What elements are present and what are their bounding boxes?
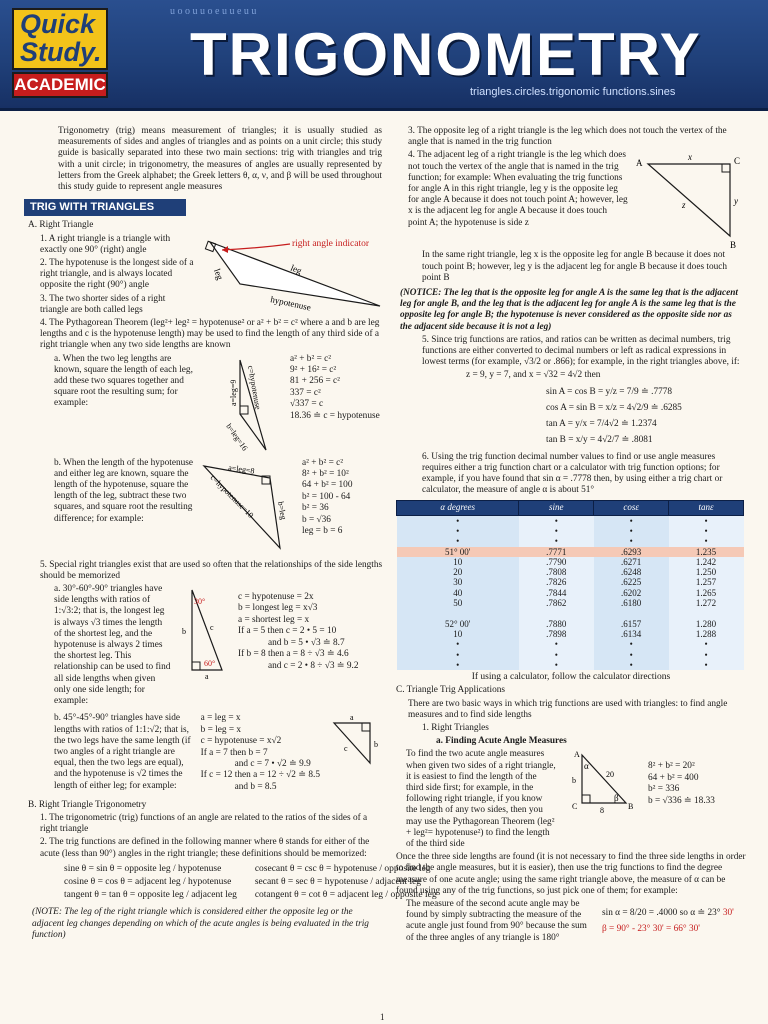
table-row bbox=[397, 547, 744, 557]
table-row bbox=[397, 557, 744, 567]
eq-tan-a: tan A = y/x = 7/4√2 ≐ 1.2374 bbox=[546, 418, 657, 429]
table-cell: 1.242 bbox=[669, 557, 744, 567]
tri-c1a-side-b: b bbox=[572, 776, 576, 786]
table-row bbox=[397, 650, 744, 660]
example-a5b bbox=[28, 713, 386, 793]
table-cell: 1.235 bbox=[669, 547, 744, 557]
eq-line: 81 + 256 = c² bbox=[290, 376, 340, 387]
calculator-note: If using a calculator, follow the calculator directions bbox=[471, 672, 671, 683]
item-a2: 2. The hypotenuse is the longest side of a right triangle, and is always located opposite the right (90°) angle bbox=[40, 258, 194, 291]
table-cell: 1.288 bbox=[669, 629, 744, 639]
table-row bbox=[397, 660, 744, 670]
note-b: (NOTE: The leg of the right triangle which is considered either the opposite leg or the adjacent leg changes depending on which of the acute angles is being evaluated in the trig function) bbox=[32, 907, 369, 940]
table-cell: .6202 bbox=[594, 588, 669, 598]
tri-30-a: a bbox=[205, 672, 209, 682]
item-a3: 3. The two shorter sides of a right triangle are both called legs bbox=[40, 293, 166, 315]
table-cell: .7826 bbox=[519, 577, 594, 587]
eq-beta-text: β = 90° - 23° bbox=[602, 923, 651, 934]
item-a4a-text: a. When the two leg lengths are known, square the length of each leg, add these two squares together and square root the resulting sum; for example: bbox=[54, 353, 193, 409]
header-tagline: triangles.circles.trigonomic functions.sines bbox=[470, 86, 676, 98]
eq-line: 9² + 16² = c² bbox=[290, 365, 337, 376]
item-a1: 1. A right triangle is a triangle with exactly one 90° (right) angle bbox=[40, 233, 171, 255]
table-cell: 10 bbox=[397, 629, 519, 639]
eqs-a4a bbox=[286, 354, 380, 454]
table-cell: 1.250 bbox=[669, 567, 744, 577]
tri-a4a-a: a=leg=9 bbox=[229, 379, 238, 406]
tri-c1a-c: C bbox=[572, 802, 578, 812]
section-c-intro: There are two basic ways in which trig functions are used with triangles: to find angle measures and to find side lengths bbox=[408, 698, 728, 720]
intro-paragraph: Trigonometry (trig) means measurement of triangles; it is usually studied as measurements of sides and angles of triangles and as points on a unit circle; this study guide is basically separated into these two main sections: trig with triangles and trig with a unit circle; in trigonometry, the measures of angles are usually represented by letters from the Greek alphabet; the Greek letters θ, α, ν, and β will be used throughout this study guide to represent angle measures bbox=[58, 126, 382, 193]
item-c1a: a. Finding Acute Angle Measures bbox=[436, 736, 567, 747]
def-tangent: tangent θ = tan θ = opposite leg / adjacent leg bbox=[64, 890, 237, 901]
fig-hypotenuse-label: hypotenuse bbox=[269, 293, 312, 313]
example-a4a bbox=[28, 354, 386, 454]
tri-a4b-a: a=leg=8 bbox=[227, 462, 256, 476]
tri-vertex-a: A bbox=[636, 158, 643, 169]
table-cell bbox=[594, 608, 669, 618]
right-triangle-intro bbox=[28, 234, 386, 318]
eq-line: b² = 336 bbox=[648, 784, 680, 795]
header-banner bbox=[0, 0, 768, 111]
tri-c1a-b: B bbox=[628, 802, 634, 812]
tri-side-y: y bbox=[734, 196, 738, 207]
eq-beta bbox=[602, 921, 734, 937]
table-cell: 1.280 bbox=[669, 619, 744, 629]
item-a4-pythagorean: 4. The Pythagorean Theorem (leg²+ leg² = hypotenuse² or a² + b² = c² where a and b are leg lengths and c is the hypotenuse length) may be used to find the length of any third side of a right triangle when any two side lengths are known bbox=[40, 318, 380, 351]
table-cell: 52° 00' bbox=[397, 619, 519, 629]
table-header-tangent: tanε bbox=[669, 501, 744, 515]
right-angle-indicator-label: right angle indicator bbox=[292, 238, 370, 249]
eq-line: 18.36 ≐ c = hypotenuse bbox=[290, 410, 380, 421]
triangle-a4a bbox=[200, 354, 280, 454]
tri-a4a-c: c=hypotenuse bbox=[246, 364, 263, 410]
section-a-title: A. Right Triangle bbox=[28, 220, 94, 231]
eq-line: If b = 8 then a = 8 ÷ √3 ≐ 4.6 bbox=[238, 649, 349, 660]
eq-line: c = hypotenuse = 2x bbox=[238, 592, 314, 603]
triangle-45-45-90 bbox=[326, 713, 386, 773]
page-number: 1 bbox=[380, 1012, 385, 1022]
eq-line: a = shortest leg = x bbox=[238, 614, 310, 625]
table-cell: .6157 bbox=[594, 619, 669, 629]
eqs-alpha-beta bbox=[602, 899, 734, 946]
eq-sin-alpha bbox=[602, 905, 734, 921]
item-a5-special: 5. Special right triangles exist that are used so often that the relationships of the side lengths should be memorized bbox=[40, 559, 383, 581]
eq-line: and b = 5 • √3 ≐ 8.7 bbox=[268, 637, 345, 648]
eq-sin-a: sin A = cos B = y/z = 7/9 ≐ .7778 bbox=[546, 386, 673, 397]
item-b2: 2. The trig functions are defined in the following manner where θ stands for either of the acute (less than 90°) angles in the right triangle; these definitions should be memorized: bbox=[40, 837, 370, 859]
table-cell: .7880 bbox=[519, 619, 594, 629]
eq-line: 8² + b² = 10² bbox=[302, 469, 349, 480]
item-r4-adjacent-leg: 4. The adjacent leg of a right triangle is the leg which does not touch the vertex of the angle that is named in the trig function; for example: When evaluating the trig functions for angle A in this right triangle, leg y is the opposite leg for angle A because it does not touch point A; however, leg x is the adjacent leg for angle A because it does touch point A; the hypotenuse is side z bbox=[408, 150, 628, 228]
eq-cos-a: cos A = sin B = x/z = 4√2/9 ≐ .6285 bbox=[546, 402, 682, 413]
eq-beta-minutes-2: 30' bbox=[688, 923, 700, 934]
table-cell: • bbox=[594, 660, 669, 670]
table-cell: 1.272 bbox=[669, 598, 744, 608]
item-a4b-text: b. When the length of the hypotenuse and either leg are known, square the length of the hypotenuse, square the length of the leg, subtract these two squares, and square root the resulting difference; for example: bbox=[54, 457, 193, 524]
table-cell: • bbox=[669, 650, 744, 660]
example-a4b bbox=[28, 458, 386, 554]
trig-definitions bbox=[28, 863, 437, 902]
table-cell: .7898 bbox=[519, 629, 594, 639]
table-cell: 51° 00' bbox=[397, 547, 519, 557]
table-cell: .6134 bbox=[594, 629, 669, 639]
eq-line: b = longest leg = x√3 bbox=[238, 603, 318, 614]
def-cosecant: cosecant θ = csc θ = hypotenuse / opposite leg bbox=[254, 863, 431, 874]
tri-45-b: b bbox=[374, 740, 378, 750]
logo-line-study: Study. bbox=[20, 37, 102, 67]
table-cell: • bbox=[397, 660, 519, 670]
table-cell: .7808 bbox=[519, 567, 594, 577]
table-cell: • bbox=[594, 650, 669, 660]
eq-line: 64 + b² = 400 bbox=[648, 772, 699, 783]
table-cell: .7790 bbox=[519, 557, 594, 567]
tri-c1a-a: A bbox=[574, 750, 580, 760]
table-cell: • bbox=[519, 515, 594, 526]
eq-line: If c = 12 then a = 12 ÷ √2 ≐ 8.5 bbox=[200, 770, 320, 781]
eq-line: 8² + b² = 20² bbox=[648, 761, 695, 772]
left-column bbox=[28, 126, 437, 943]
table-cell: • bbox=[669, 536, 744, 546]
tri-60-angle: 60° bbox=[204, 659, 216, 669]
logo-academic: ACADEMIC bbox=[12, 72, 108, 98]
logo-line-quick: Quick bbox=[20, 9, 96, 39]
table-row bbox=[397, 598, 744, 608]
right-triangle-figure bbox=[200, 234, 386, 314]
table-cell: • bbox=[669, 526, 744, 536]
table-cell: • bbox=[594, 515, 669, 526]
eq-beta-minutes-1: 30' bbox=[652, 923, 664, 934]
table-cell: 30 bbox=[397, 577, 519, 587]
item-a5b-text: b. 45°-45°-90° triangles have side lengths with ratios of 1:1:√2; that is, the two legs have the same length (if two angles of a right triangle are equal, then the two legs are equal), and the hypotenuse is √2 times the length of either leg; for example: bbox=[54, 713, 191, 791]
table-cell: • bbox=[594, 536, 669, 546]
eq-line: 337 = c² bbox=[290, 387, 321, 398]
tri-vertex-b: B bbox=[730, 240, 737, 251]
eq-line: and c = 2 • 8 ÷ √3 ≐ 9.2 bbox=[268, 660, 359, 671]
eq-line: c = hypotenuse = x√2 bbox=[200, 736, 282, 747]
table-cell: • bbox=[669, 639, 744, 649]
table-cell: .6180 bbox=[594, 598, 669, 608]
tri-c1a-hyp: 20 bbox=[606, 770, 614, 780]
eqs-a4b bbox=[302, 458, 352, 554]
eq-line: and b = 8.5 bbox=[234, 781, 277, 792]
table-cell: 40 bbox=[397, 588, 519, 598]
tri-c1a-beta: β bbox=[614, 793, 619, 804]
table-cell: • bbox=[519, 660, 594, 670]
item-b1: 1. The trigonometric (trig) functions of an angle are related to the ratios of the sides of a right triangle bbox=[40, 812, 368, 835]
item-r6: 6. Using the trig function decimal number values to find or use angle measures requires either a trig function chart or a calculator with trig function options; for example, if you have found that sin α = .7778 then, by using either a trig chart or calculator, the measure of angle α is about 51° bbox=[422, 451, 723, 496]
item-c1a-text: To find the two acute angle measures when given two sides of a right triangle, it is easiest to find the length of the third side first; for example, in the following right triangle, if you know the length of any two sides, then you may use the Pythagorean Theorem (leg² + leg²= hypotenuse²) to find the length of the third side bbox=[406, 749, 556, 849]
table-cell: .6225 bbox=[594, 577, 669, 587]
table-cell: • bbox=[594, 526, 669, 536]
fig-leg-label-2: leg bbox=[289, 262, 304, 276]
tri-c1a-base: 8 bbox=[600, 806, 604, 816]
def-secant: secant θ = sec θ = hypotenuse / adjacent leg bbox=[254, 876, 422, 887]
table-cell: • bbox=[519, 639, 594, 649]
eq-beta-mid: = 66° bbox=[666, 923, 687, 934]
table-cell: 50 bbox=[397, 598, 519, 608]
tri-45-c: c bbox=[344, 744, 348, 754]
table-row bbox=[397, 536, 744, 546]
item-a5a-text: a. 30°-60°-90° triangles have side lengths with ratios of 1:√3:2; that is, the longest leg is always √3 times the length of the shortest leg, and the hypotenuse is always 2 times the shortest leg. This relationship can be used to find all side lengths when given only one side length; for example: bbox=[54, 584, 171, 707]
def-cosine: cosine θ = cos θ = adjacent leg / hypotenuse bbox=[64, 876, 232, 887]
fig-leg-label-1: leg bbox=[212, 266, 226, 281]
table-row bbox=[397, 608, 744, 618]
tri-30-angle: 30° bbox=[194, 597, 206, 607]
table-cell: • bbox=[397, 526, 519, 536]
eq-line: b² = 100 - 64 bbox=[302, 491, 351, 502]
table-header-degrees: α degrees bbox=[397, 501, 519, 515]
table-row bbox=[397, 588, 744, 598]
table-cell: • bbox=[519, 650, 594, 660]
eq-line: If a = 5 then c = 2 • 5 = 10 bbox=[238, 626, 337, 637]
c1a-block bbox=[396, 749, 746, 852]
triangle-a4b bbox=[200, 458, 296, 554]
table-row bbox=[397, 629, 744, 639]
table-cell: • bbox=[669, 660, 744, 670]
tri-vertex-c: C bbox=[734, 156, 741, 167]
item-r4b: In the same right triangle, leg x is the opposite leg for angle B because it does not touch point B; however, leg y is the adjacent leg for angle B because it does touch point B bbox=[422, 250, 728, 283]
triangle-abc bbox=[634, 150, 746, 250]
quickstudy-logo bbox=[12, 8, 108, 102]
tri-side-x: x bbox=[688, 152, 692, 163]
tri-a4a-b: b=leg=16 bbox=[224, 421, 250, 453]
eq-line: If a = 7 then b = 7 bbox=[200, 747, 268, 758]
eq-line: a = leg = x bbox=[200, 713, 241, 724]
table-cell: • bbox=[397, 639, 519, 649]
table-cell: 1.265 bbox=[669, 588, 744, 598]
trig-table bbox=[396, 500, 744, 670]
example-a5a bbox=[28, 584, 386, 709]
eq-sin-alpha-text: sin α = 8/20 = .4000 so α ≐ 23° bbox=[602, 907, 721, 918]
eqs-a5a bbox=[238, 584, 359, 709]
section-b-title: B. Right Triangle Trigonometry bbox=[28, 799, 147, 810]
eq-line: 64 + b² = 100 bbox=[302, 480, 353, 491]
eq-sin-alpha-minutes: 30' bbox=[722, 907, 734, 918]
tri-side-z: z bbox=[682, 200, 686, 211]
table-row bbox=[397, 619, 744, 629]
tri-c1a-alpha: α bbox=[584, 761, 589, 772]
table-header-sine: sine bbox=[519, 501, 594, 515]
eqs-c1a bbox=[648, 749, 715, 852]
item-c1: 1. Right Triangles bbox=[422, 722, 489, 733]
table-cell bbox=[669, 608, 744, 618]
item-r5: 5. Since trig functions are ratios, and ratios can be written as decimal numbers, trig functions are either converted to decimal numbers or left as radical expressions in lowest terms (for example, √3/2 or .866); for example, in the right triangles above, if: bbox=[422, 334, 740, 368]
tri-30-c: c bbox=[210, 623, 214, 633]
table-row bbox=[397, 577, 744, 587]
eq-line: and c = 7 • √2 ≐ 9.9 bbox=[234, 758, 311, 769]
table-cell: 10 bbox=[397, 557, 519, 567]
section-trig-with-triangles: TRIG WITH TRIANGLES bbox=[24, 199, 186, 216]
eq-line: b² = 36 bbox=[302, 503, 329, 514]
tri-a4b-c: c=hypotenuse=10 bbox=[208, 472, 256, 520]
eq-line: a² + b² = c² bbox=[302, 457, 344, 468]
eq-line: √337 = c bbox=[290, 399, 324, 410]
table-cell: 20 bbox=[397, 567, 519, 577]
triangle-30-60-90 bbox=[178, 584, 232, 680]
eq-line: b = √336 ≐ 18.33 bbox=[648, 795, 715, 806]
table-cell: .7844 bbox=[519, 588, 594, 598]
eq-line: b = leg = x bbox=[200, 724, 242, 735]
page-title: TRIGONOMETRY bbox=[190, 21, 702, 88]
def-sine: sine θ = sin θ = opposite leg / hypotenuse bbox=[64, 863, 222, 874]
def-cotangent: cotangent θ = cot θ = adjacent leg / opposite leg bbox=[254, 890, 437, 901]
table-row bbox=[397, 526, 744, 536]
r5-equations bbox=[396, 384, 746, 448]
table-row bbox=[397, 567, 744, 577]
tri-a4b-b: b=leg bbox=[276, 500, 289, 521]
table-cell: • bbox=[669, 515, 744, 526]
c1a-final bbox=[396, 899, 746, 946]
notice-opposite-adjacent: (NOTICE: The leg that is the opposite leg for angle A is the same leg that is the adjacent leg for angle B, and the leg that is the adjacent leg for angle A is the same leg that is the opposite leg for angle B; the hypotenuse is never considered as the opposite side nor as the adjacent side because it is not a leg) bbox=[400, 288, 738, 332]
table-cell: .7862 bbox=[519, 598, 594, 608]
table-cell bbox=[519, 608, 594, 618]
table-cell: • bbox=[397, 536, 519, 546]
table-cell: • bbox=[519, 536, 594, 546]
eq-line: a² + b² = c² bbox=[290, 353, 332, 364]
table-cell: .6293 bbox=[594, 547, 669, 557]
table-row bbox=[397, 639, 744, 649]
header-top-text: u o o u u o e u u e u u bbox=[170, 6, 257, 17]
table-cell bbox=[397, 608, 519, 618]
table-cell: • bbox=[397, 515, 519, 526]
table-header-cosine: cosε bbox=[594, 501, 669, 515]
table-cell: • bbox=[397, 650, 519, 660]
tri-30-b: b bbox=[182, 627, 186, 637]
eq-line: leg = b = 6 bbox=[302, 526, 343, 537]
table-cell: .6271 bbox=[594, 557, 669, 567]
r5-given: z = 9, y = 7, and x = √32 = 4√2 then bbox=[466, 370, 601, 381]
eq-tan-b: tan B = x/y = 4√2/7 ≐ .8081 bbox=[546, 434, 653, 445]
eq-line: b = √36 bbox=[302, 514, 331, 525]
table-cell: 1.257 bbox=[669, 577, 744, 587]
adjacent-leg-block bbox=[396, 150, 746, 250]
section-c-title: C. Triangle Trig Applications bbox=[396, 685, 506, 696]
item-r3-opposite-leg: 3. The opposite leg of a right triangle is the leg which does not touch the vertex of the angle that is named in the trig function bbox=[408, 126, 727, 148]
item-c1a-text3: The measure of the second acute angle may be found by simply subtracting the measure of the acute angle just found from 90° because the sum of the three angles of any triangle is 180° bbox=[406, 898, 587, 943]
tri-45-a: a bbox=[350, 713, 354, 723]
table-cell: • bbox=[519, 526, 594, 536]
item-c1a-text2: Once the three side lengths are found (it is not necessary to find the three side lengths in order to find the angle measures, but it is easier), then use the trig functions to find the degree measure of one acute angle; using the same right triangle above, the measure of α can be found using any of the trig functions, so just pick one of them; for example: bbox=[396, 852, 746, 896]
table-cell: .7771 bbox=[519, 547, 594, 557]
table-cell: .6248 bbox=[594, 567, 669, 577]
table-row bbox=[397, 515, 744, 526]
right-column bbox=[396, 126, 746, 946]
table-cell: • bbox=[594, 639, 669, 649]
eqs-a5b bbox=[201, 713, 320, 793]
triangle-c1a bbox=[562, 749, 642, 819]
